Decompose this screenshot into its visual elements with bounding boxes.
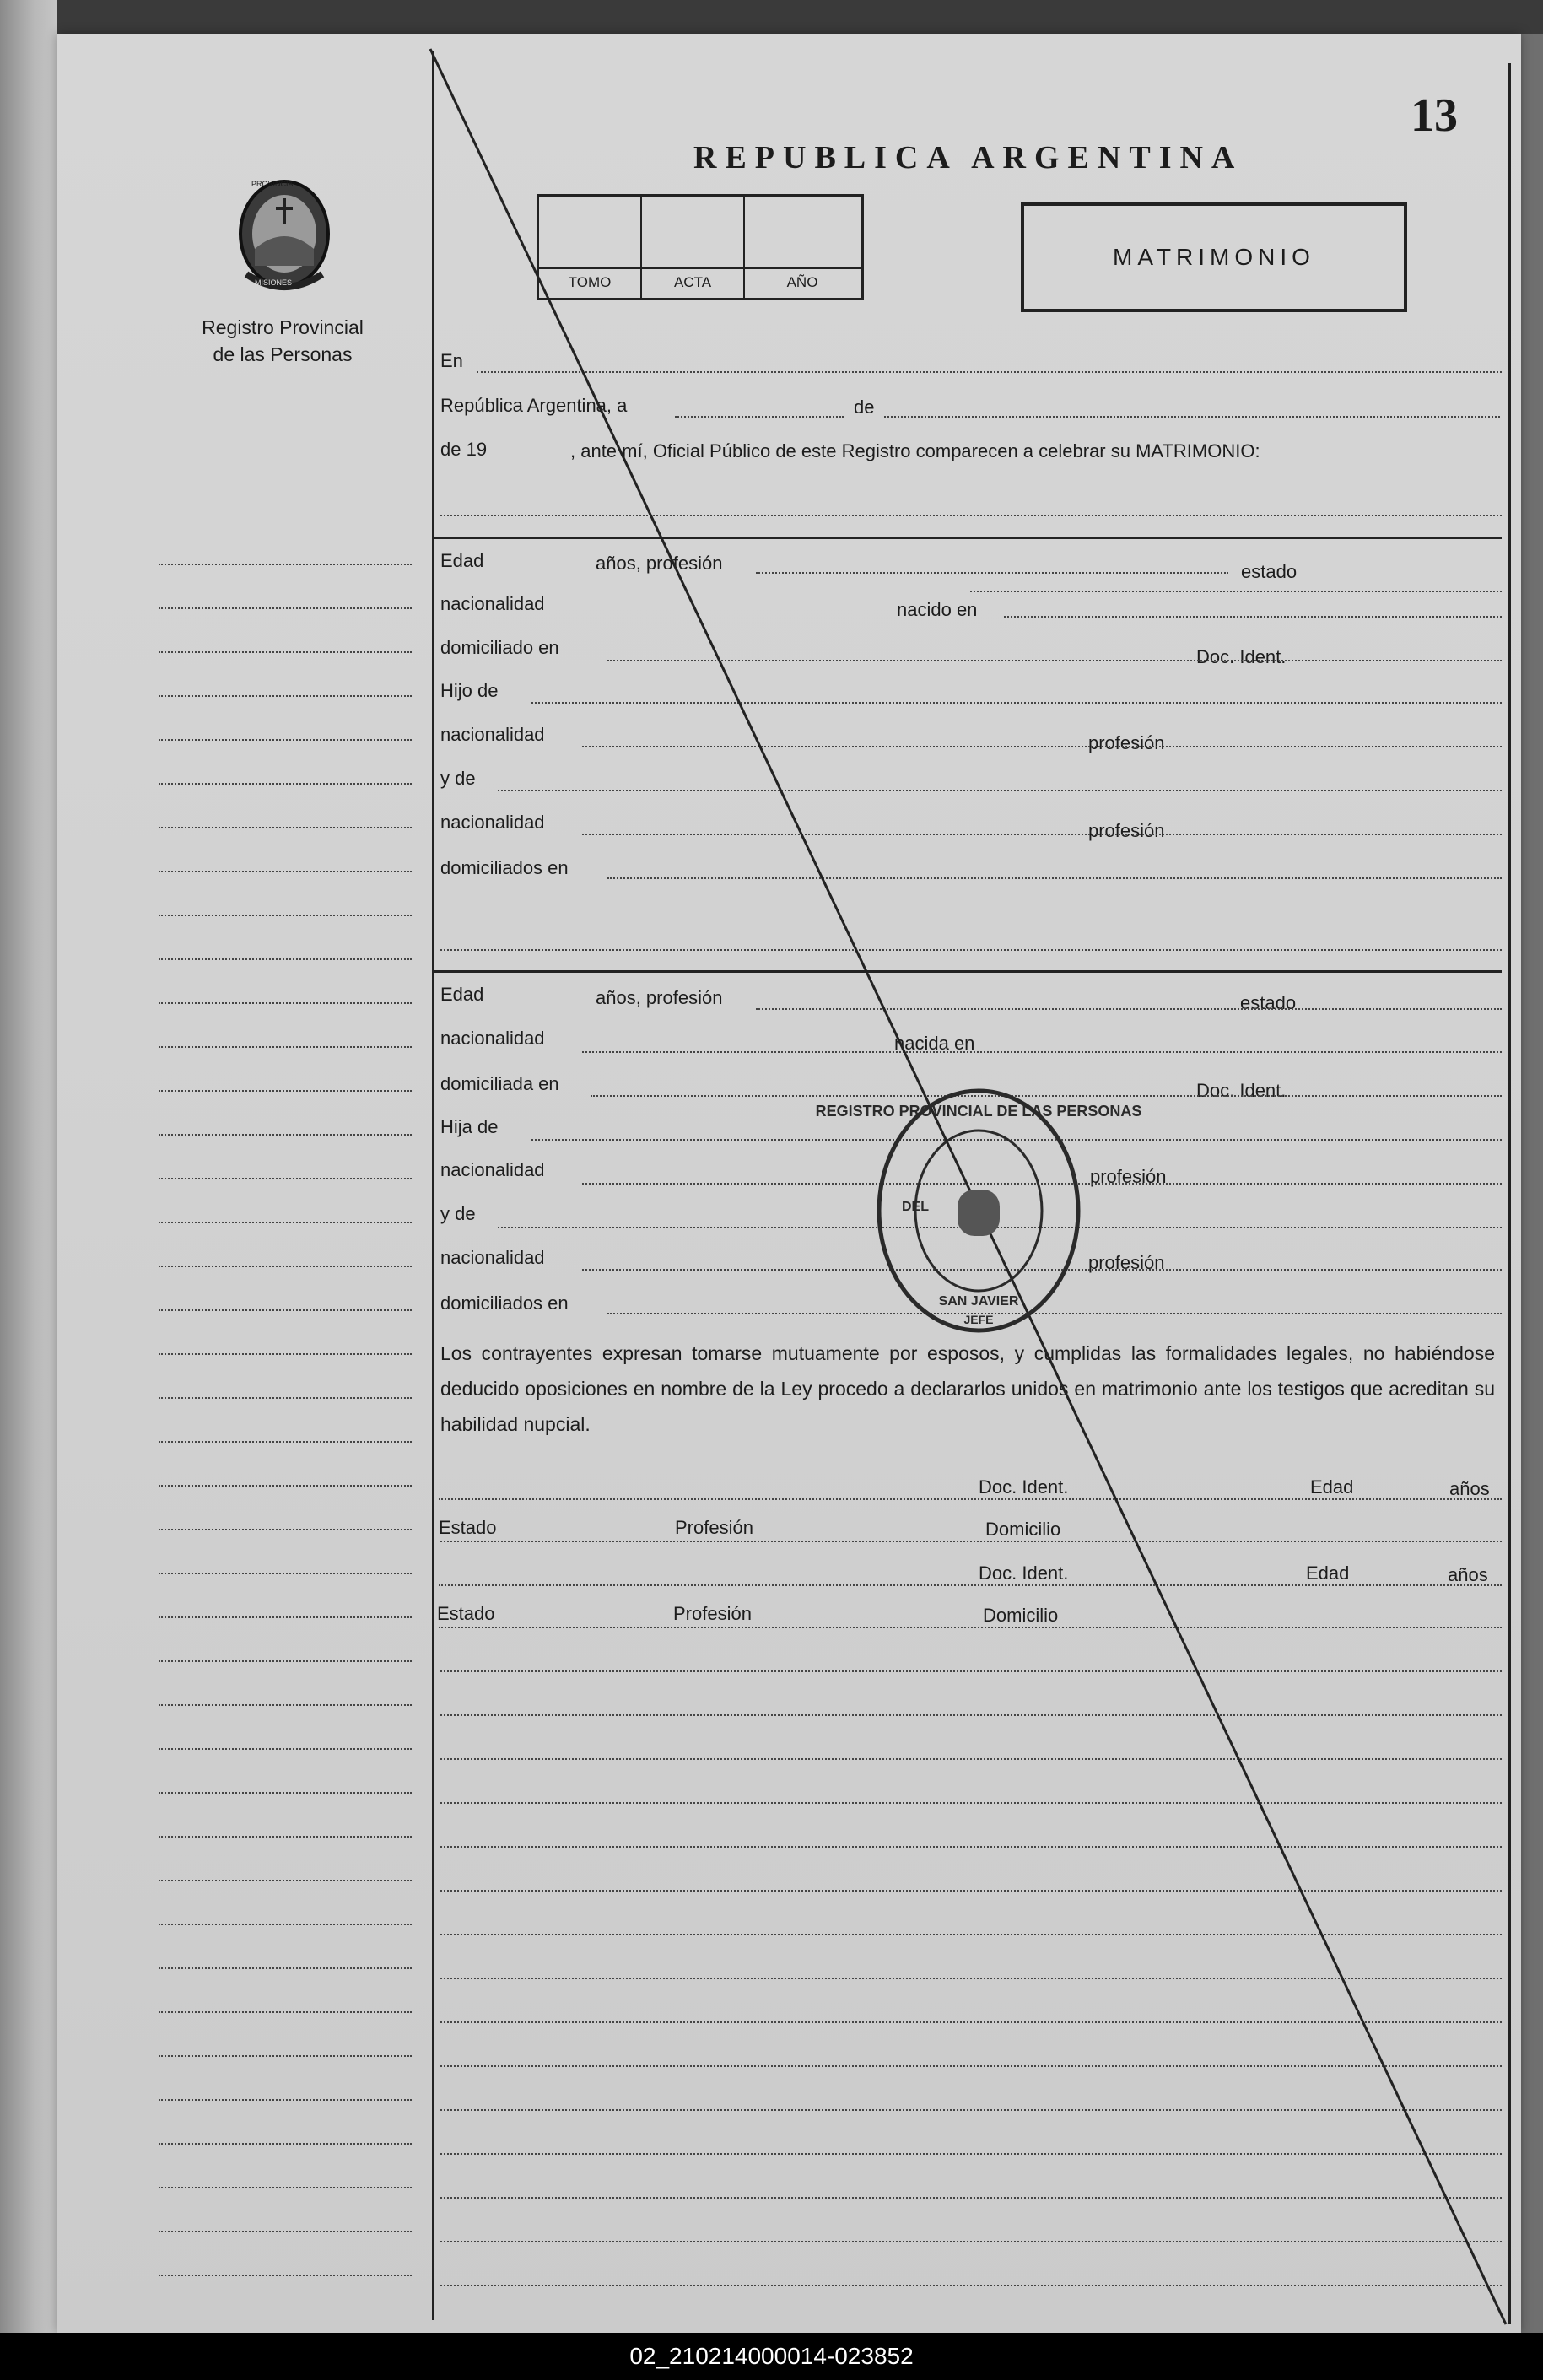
bride-nacionalidad: nacionalidad [440,1028,545,1049]
groom-nac3: nacionalidad [440,812,545,833]
stamp-emblem-icon [958,1190,1000,1236]
groom-prof2: profesión [1088,732,1165,753]
registry-line2: de las Personas [213,343,353,365]
bride-nac2: nacionalidad [440,1159,545,1180]
groom-hijo: Hijo de [440,680,499,701]
emblem-bottom-text: MISIONES [255,278,293,287]
intro-republica: República Argentina, a [440,395,628,416]
bride-nacida: nacida en [894,1033,975,1054]
emblem-top-text: PROVINCIA [251,180,294,188]
groom-doc: Doc. Ident. [1196,646,1287,667]
witness1-domicilio: Domicilio [985,1519,1061,1540]
bride-yde: y de [440,1203,476,1224]
bride-prof2: profesión [1090,1166,1167,1187]
witness2-domicilio: Domicilio [983,1605,1059,1626]
groom-yde: y de [440,768,476,789]
stamp-ring-text: REGISTRO PROVINCIAL DE LAS PERSONAS [815,1103,1142,1120]
intro-de: de [854,397,875,418]
groom-nacionalidad: nacionalidad [440,593,545,614]
tomo-label: TOMO [568,274,612,290]
groom-anios-prof: años, profesión [596,553,723,574]
witness2-profesion: Profesión [673,1603,752,1624]
groom-nacido: nacido en [897,599,978,620]
bride-domiciliados: domiciliados en [440,1293,569,1314]
witness2-estado: Estado [437,1603,495,1624]
groom-estado: estado [1241,561,1298,582]
image-id-footer: 02_210214000014-023852 [0,2333,1543,2380]
groom-prof3: profesión [1088,820,1165,841]
declaration-text: Los contrayentes expresan tomarse mutuamente por esposos, y cumplidas las formalidades legales, no habiéndose deducido oposiciones en nombre de la Ley procedo a declararlos unidos en matrimonio ante los testigos que acreditan su habilidad nupcial. [440,1342,1495,1435]
bride-estado: estado [1240,992,1297,1013]
witness1-profesion: Profesión [675,1517,753,1538]
acta-label: ACTA [673,274,712,290]
witness1-doc: Doc. Ident. [979,1476,1069,1498]
witness2-anios: años [1448,1564,1488,1585]
bride-nac3: nacionalidad [440,1247,545,1268]
groom-nac2: nacionalidad [440,724,545,745]
anio-label: AÑO [786,274,818,290]
country-title: REPUBLICA ARGENTINA [693,140,1244,175]
stamp-bottom2-text: JEFE [963,1313,994,1326]
stamp-left-text: DEL [902,1200,929,1214]
witness2-doc: Doc. Ident. [979,1562,1069,1584]
bride-anios-prof: años, profesión [596,987,723,1008]
intro-en: En [440,350,463,371]
witness1-estado: Estado [439,1517,497,1538]
page-number: 13 [1411,89,1458,142]
witness1-anios: años [1449,1478,1490,1499]
bride-prof3: profesión [1088,1252,1165,1273]
bride-edad: Edad [440,984,484,1005]
groom-domiciliado: domiciliado en [440,637,559,658]
registry-line1: Registro Provincial [202,316,364,338]
bride-domiciliada: domiciliada en [440,1073,559,1094]
groom-edad: Edad [440,550,484,571]
witness2-edad: Edad [1306,1562,1350,1584]
stamp-bottom-text: SAN JAVIER [938,1294,1019,1309]
bride-doc: Doc. Ident. [1196,1080,1287,1101]
witness1-edad: Edad [1310,1476,1354,1498]
intro-de19: de 19 [440,439,488,460]
groom-domiciliados: domiciliados en [440,857,569,878]
record-type-box: MATRIMONIO [1021,202,1407,312]
bride-hija: Hija de [440,1116,499,1137]
intro-ante: , ante mí, Oficial Público de este Registro comparecen a celebrar su MATRIMONIO: [570,440,1260,461]
